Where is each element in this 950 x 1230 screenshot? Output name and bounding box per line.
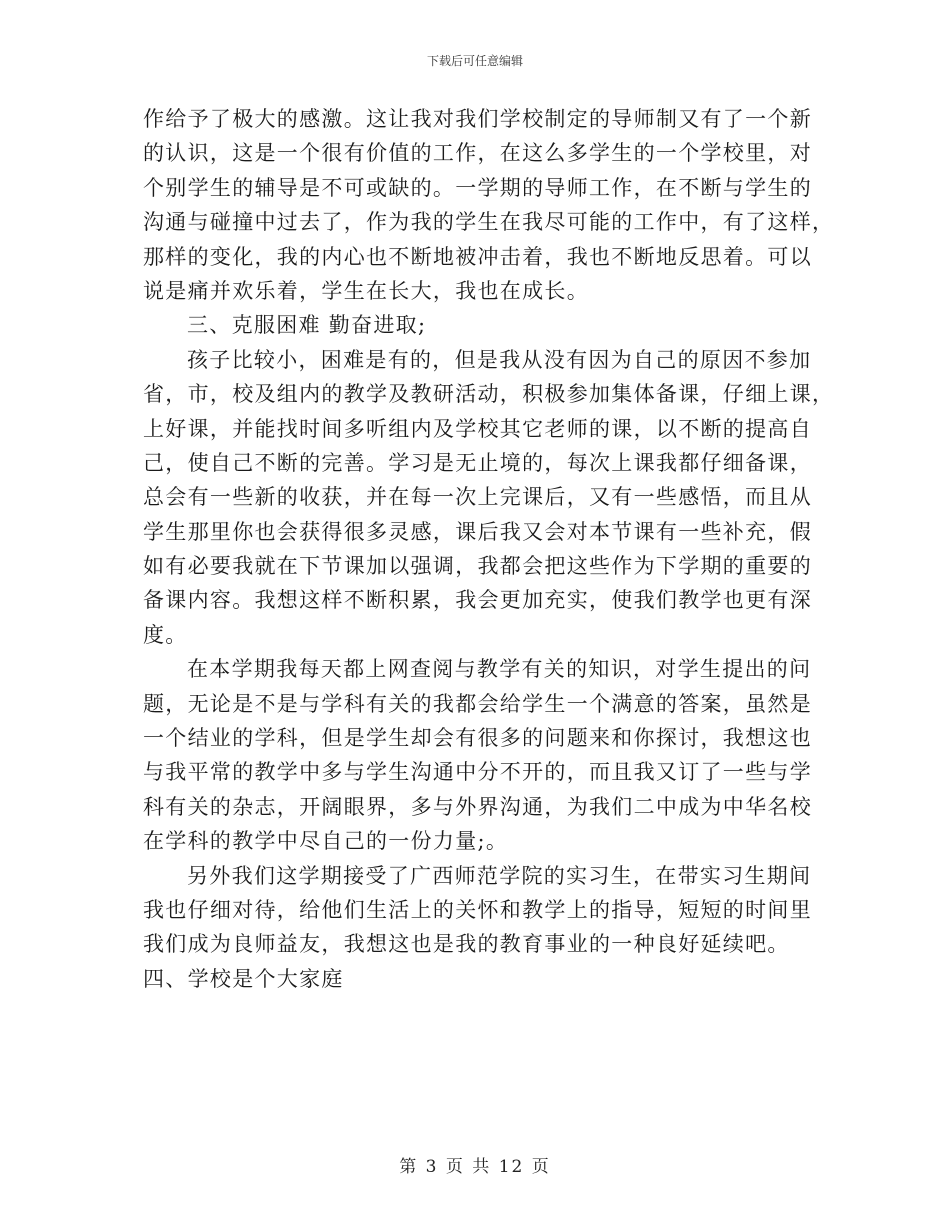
body-line: 度。 [143,622,188,647]
body-line: 的认识，这是一个很有价值的工作，在这么多学生的一个学校里，对 [143,141,812,166]
body-line: 在本学期我每天都上网查阅与教学有关的知识，对学生提出的问 [187,657,812,682]
page-header: 下载后可任意编辑 [426,54,523,68]
body-line: 学生那里你也会获得很多灵感，课后我又会对本节课有一些补充，假 [143,519,812,544]
body-line: 我们成为良师益友，我想这也是我的教育事业的一种良好延续吧。 [143,932,790,957]
body-line: 沟通与碰撞中过去了，作为我的学生在我尽可能的工作中，有了这样， [143,210,835,235]
body-line: 如有必要我就在下节课加以强调，我都会把这些作为下学期的重要的 [143,554,812,579]
page-number: 第 3 页 共 12 页 [399,1157,551,1177]
body-line: 一个结业的学科，但是学生却会有很多的问题来和你探讨，我想这也 [143,726,812,751]
body-line: 另外我们这学期接受了广西师范学院的实习生，在带实习生期间 [187,863,812,888]
body-line: 备课内容。我想这样不断积累，我会更加充实，使我们教学也更有深 [143,588,812,613]
document-body [143,102,835,996]
body-line: 上好课，并能找时间多听组内及学校其它老师的课，以不断的提高自 [143,416,812,441]
body-line: 省，市，校及组内的教学及教研活动，积极参加集体备课，仔细上课， [143,382,835,407]
body-line: 作给予了极大的感激。这让我对我们学校制定的导师制又有了一个新 [143,107,812,131]
body-line: 那样的变化，我的内心也不断地被冲击着，我也不断地反思着。可以 [143,244,812,269]
body-line: 我也仔细对待，给他们生活上的关怀和教学上的指导，短短的时间里 [143,897,812,922]
body-line: 题，无论是不是与学科有关的我都会给学生一个满意的答案，虽然是 [143,691,812,716]
body-line: 孩子比较小，困难是有的，但是我从没有因为自己的原因不参加 [187,347,812,372]
body-line: 个别学生的辅导是不可或缺的。一学期的导师工作，在不断与学生的 [143,175,812,200]
body-line: 与我平常的教学中多与学生沟通中分不开的，而且我又订了一些与学 [143,760,812,785]
body-line: 总会有一些新的收获，并在每一次上完课后，又有一些感悟，而且从 [143,485,812,510]
body-line: 科有关的杂志，开阔眼界，多与外界沟通，为我们二中成为中华名校 [143,794,812,819]
body-line: 己，使自己不断的完善。学习是无止境的，每次上课我都仔细备课， [143,450,812,475]
section-heading: 四、学校是个大家庭 [143,966,344,991]
section-heading: 三、克服困难 勤奋进取; [187,313,427,338]
body-line: 说是痛并欢乐着，学生在长大，我也在成长。 [143,278,589,303]
body-line: 在学科的教学中尽自己的一份力量;。 [143,829,509,854]
